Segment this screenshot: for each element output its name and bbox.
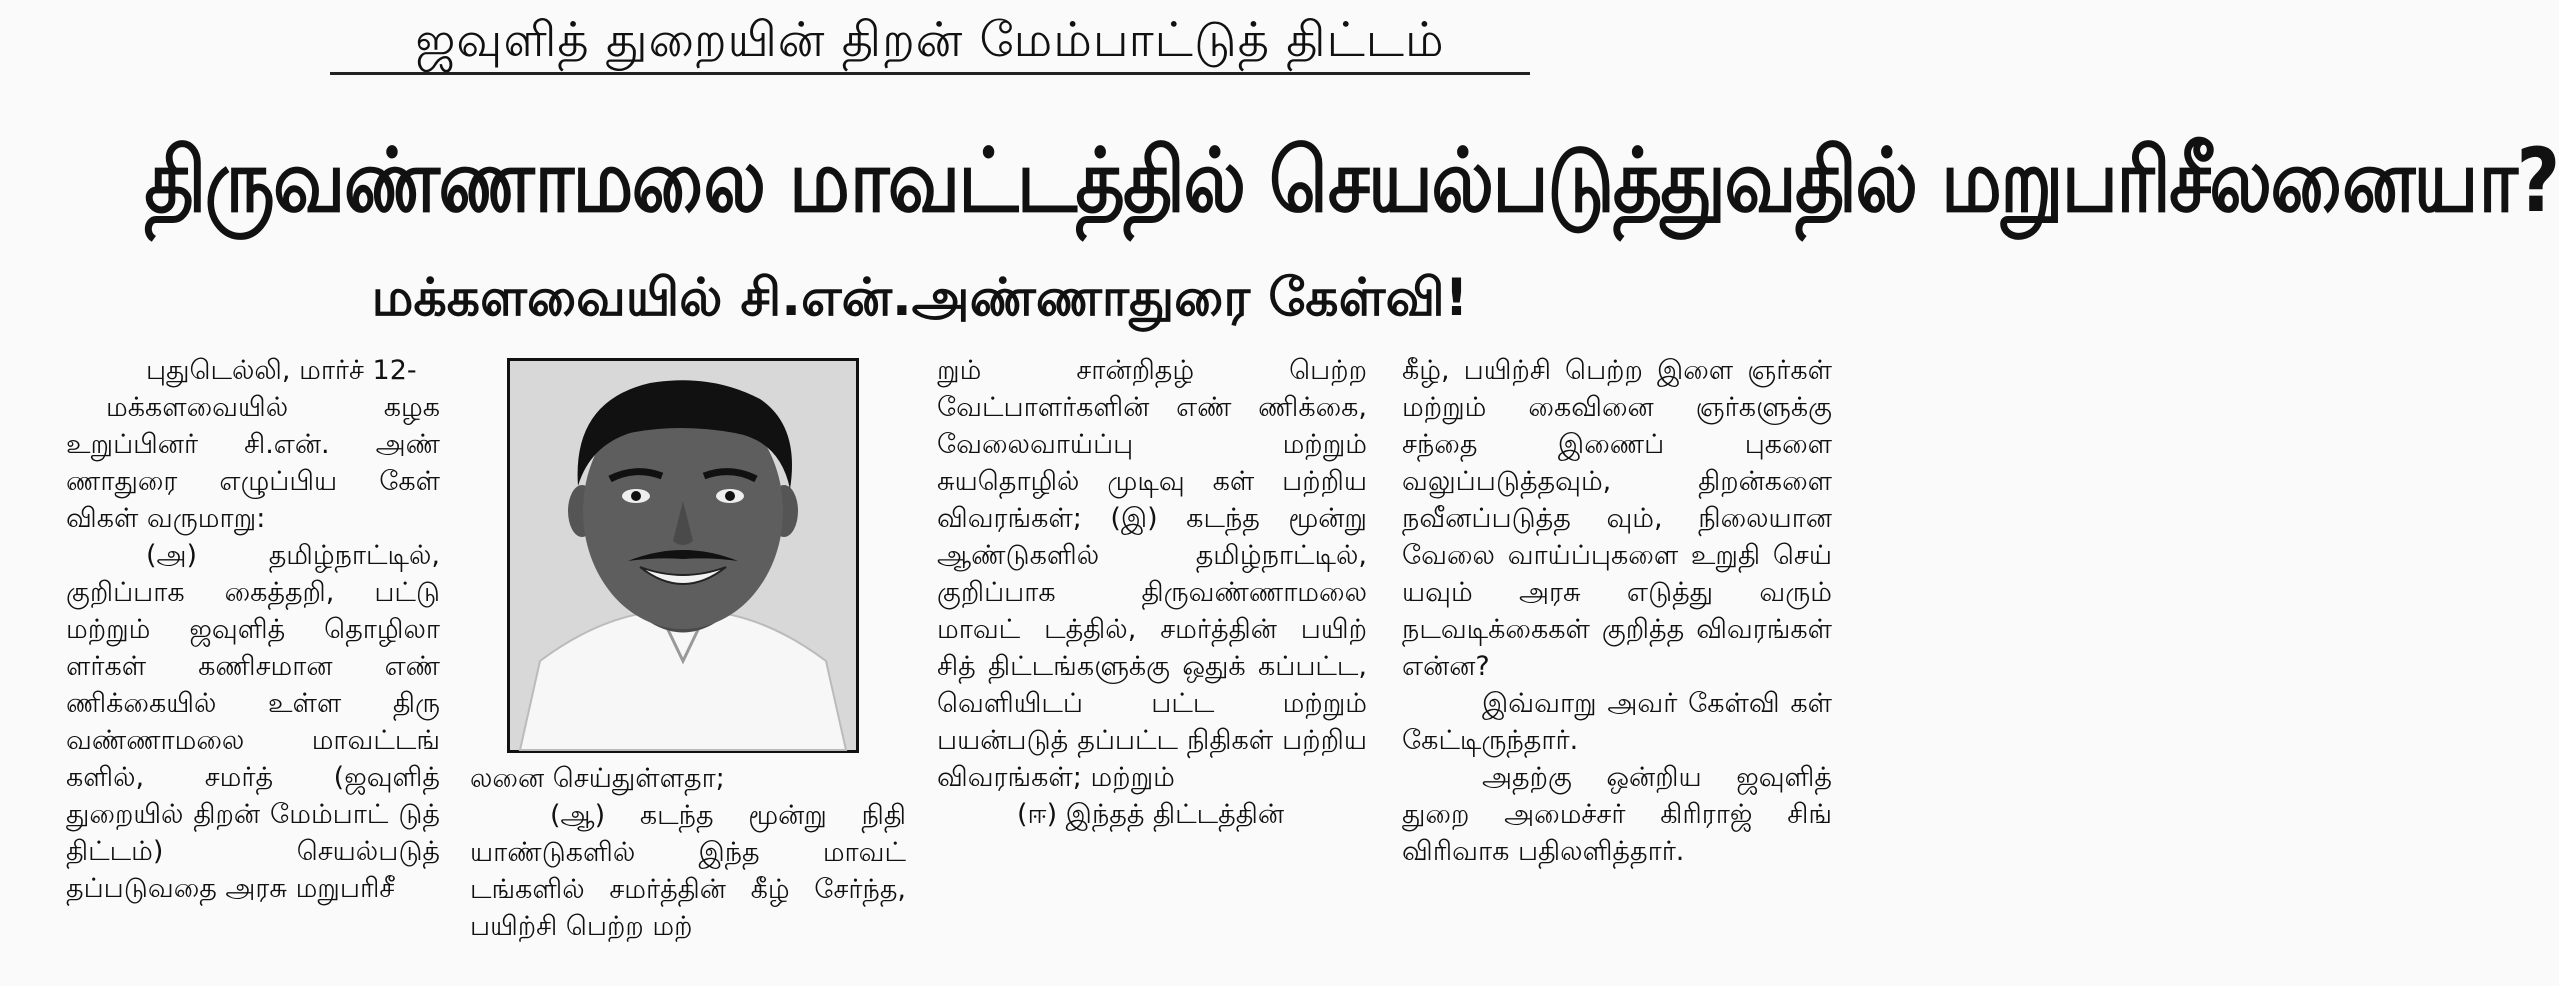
portrait-photo [507,358,859,753]
paragraph: (ஈ) இந்தத் திட்டத்தின் [1017,799,1285,830]
person-portrait-icon [510,361,856,750]
paragraph: மக்களவையில் கழக உறுப்பினர் சி.என். அண் ணாதுரை எழுப்பிய கேள் விகள் வருமாறு: [66,392,440,534]
headline: திருவண்ணாமலை மாவட்டத்தில் செயல்படுத்துவதில் மறுபரிசீலனையா? [144,129,2559,232]
kicker-heading: ஜவுளித் துறையின் திறன் மேம்பாட்டுத் திட்டம் [330,8,1530,75]
paragraph: றும் சான்றிதழ் பெற்ற வேட்பாளர்களின் எண் ணிக்கை, வேலைவாய்ப்பு மற்றும் சுயதொழில் முடிவு கள் பற்றிய விவரங்கள்; (இ) கடந்த மூன்று ஆண்டுகளில் தமிழ்நாட்டில், குறிப்பாக திருவண்ணாமலை மாவட் டத்தில், சமர்த்தின் பயிற் சித் திட்டங்களுக்கு ஒதுக் கப்பட்ட, வெளியிடப் பட்ட மற்றும் பயன்படுத் தப்பட்ட நிதிகள் பற்றிய விவரங்கள்; மற்றும் [937,355,1367,793]
dateline: புதுடெல்லி, மார்ச் 12- [146,355,417,386]
paragraph: இவ்வாறு அவர் கேள்வி கள் கேட்டிருந்தார். [1402,688,1832,756]
column-2 [470,760,906,945]
paragraph: கீழ், பயிற்சி பெற்ற இளை ஞர்கள் மற்றும் கைவினை ஞர்களுக்கு சந்தை இணைப் புகளை வலுப்படுத்தவும், திறன்களை நவீனப்படுத்த வும், நிலையான வேலை வாய்ப்புகளை உறுதி செய் யவும் அரசு எடுத்து வரும் நடவடிக்கைகள் குறித்த விவரங்கள் என்ன? [1402,355,1832,682]
column-3 [937,352,1367,833]
paragraph: (அ) தமிழ்நாட்டில், குறிப்பாக கைத்தறி, பட்டு மற்றும் ஜவுளித் தொழிலா ளர்கள் கணிசமான எண் ணிக்கையில் உள்ள திரு வண்ணாமலை மாவட்டங் களில், சமர்த் (ஜவுளித் துறையில் திறன் மேம்பாட் டுத் திட்டம்) செயல்படுத் தப்படுவதை அரசு மறுபரிசீ [66,540,440,904]
column-1 [66,352,440,907]
paragraph: அதற்கு ஒன்றிய ஜவுளித் துறை அமைச்சர் கிரிராஜ் சிங் விரிவாக பதிலளித்தார். [1402,762,1832,867]
subheadline: மக்களவையில் சி.என்.அண்ணாதுரை கேள்வி! [371,268,1469,328]
column-4 [1402,352,1832,870]
paragraph: லனை செய்துள்ளதா; [470,763,725,794]
paragraph: (ஆ) கடந்த மூன்று நிதி யாண்டுகளில் இந்த மாவட் டங்களில் சமர்த்தின் கீழ் சேர்ந்த, பயிற்சி பெற்ற மற் [470,800,906,942]
